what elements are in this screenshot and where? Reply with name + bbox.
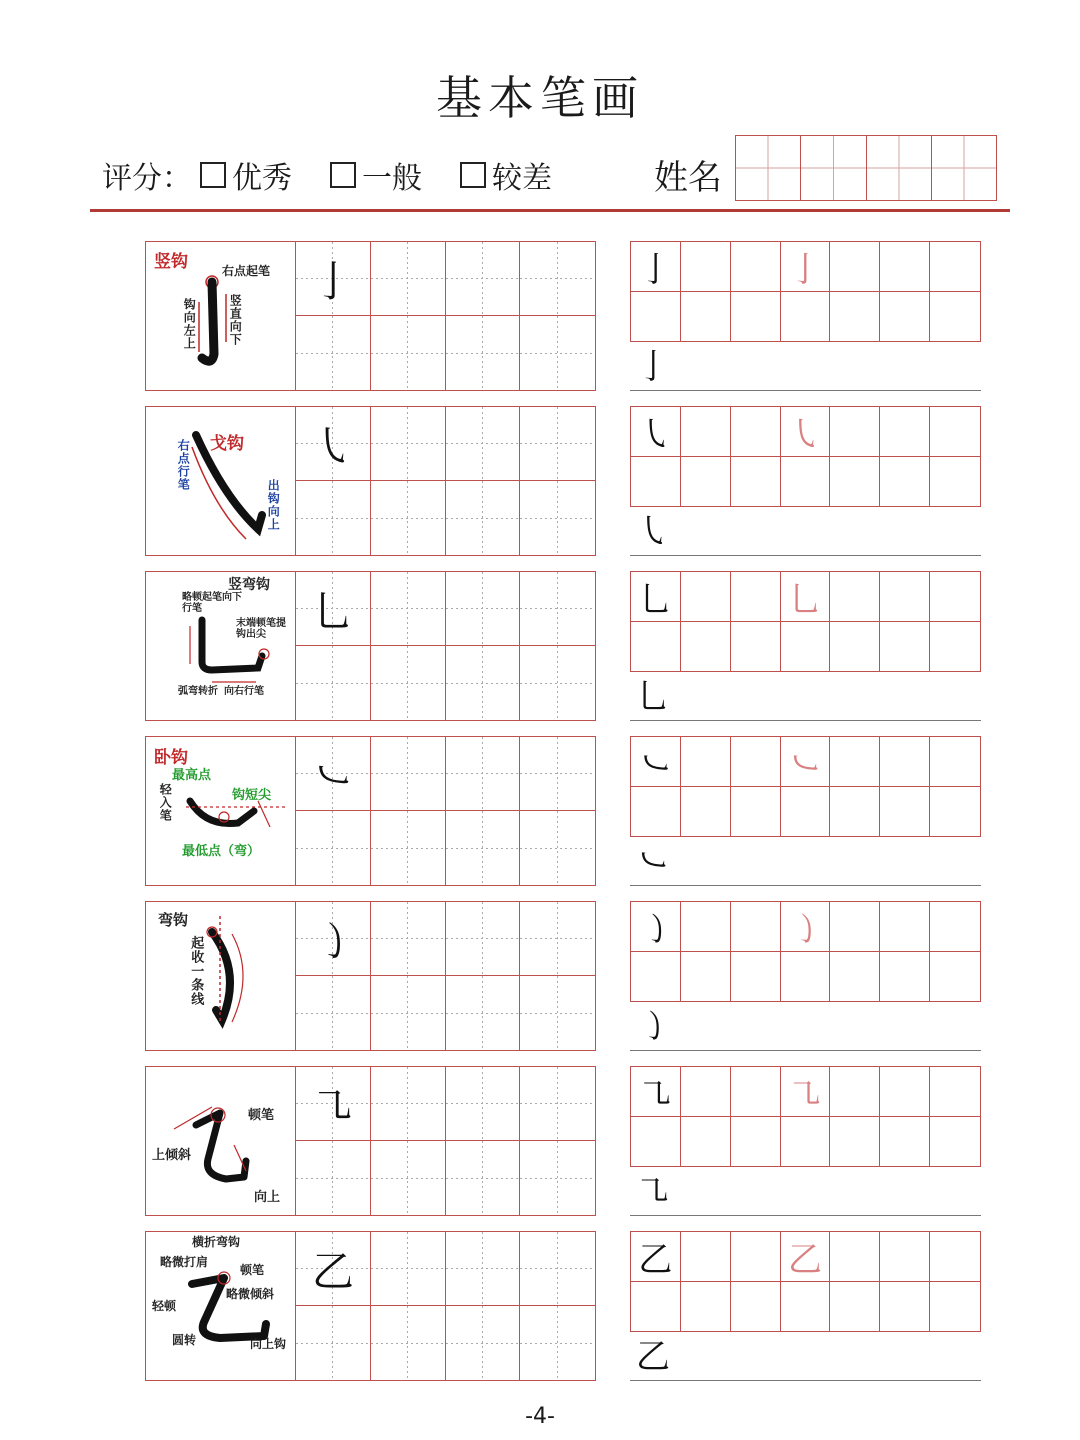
stroke-note: 顿笔: [240, 1263, 265, 1277]
grid-cell[interactable]: [296, 1067, 371, 1141]
grid-cell[interactable]: [880, 902, 930, 952]
stroke-demo: [146, 1232, 296, 1380]
grid-cell[interactable]: [731, 242, 781, 292]
practice-row-7: [145, 1231, 596, 1381]
stroke-note: 轻顿: [152, 1299, 177, 1313]
practice-row-6: [145, 1066, 596, 1216]
grid-cell[interactable]: [731, 952, 781, 1002]
grid-cell[interactable]: [731, 292, 781, 342]
grid-cell[interactable]: [781, 457, 831, 507]
model-stroke: 乚: [638, 579, 673, 620]
copy-line[interactable]: [630, 506, 981, 556]
trace-stroke: ㇃: [787, 744, 822, 785]
grid-cell[interactable]: [930, 242, 980, 292]
name-cell[interactable]: [867, 136, 932, 200]
grid-cell[interactable]: [830, 902, 880, 952]
grid-cell[interactable]: [371, 481, 446, 555]
grid-cell[interactable]: [830, 242, 880, 292]
grid-cell[interactable]: [631, 1282, 681, 1332]
grid-cell[interactable]: [631, 1067, 681, 1117]
stroke-note: 出钩向上: [266, 479, 281, 531]
score-checkbox-excellent[interactable]: [200, 162, 226, 188]
tian-grid: [296, 572, 595, 720]
grid-cell[interactable]: [681, 1282, 731, 1332]
grid-cell[interactable]: [930, 1067, 980, 1117]
trace-stroke: ㇈: [787, 1074, 822, 1115]
trace-stroke: 乚: [787, 579, 822, 620]
stroke-note: 略顿起笔向下行笔: [182, 592, 242, 614]
model-stroke: ㇂: [636, 512, 670, 552]
model-stroke: ㇃: [311, 751, 354, 801]
tian-grid: [296, 1067, 595, 1215]
grid-cell[interactable]: [371, 1141, 446, 1215]
grid-cell[interactable]: [371, 1232, 446, 1306]
stroke-note: 略微倾斜: [226, 1287, 275, 1301]
grid-cell[interactable]: [371, 737, 446, 811]
trace-stroke: ㇁: [787, 909, 822, 950]
grid-cell[interactable]: [880, 1232, 930, 1282]
model-stroke: ㇁: [638, 909, 673, 950]
grid-cell[interactable]: [830, 787, 880, 837]
grid-cell[interactable]: [781, 787, 831, 837]
grid-cell[interactable]: [371, 1067, 446, 1141]
grid-cell[interactable]: [631, 737, 681, 787]
score-option-label: 一般: [362, 161, 422, 196]
grid-cell[interactable]: [296, 316, 371, 390]
stroke-note: 弧弯转折: [178, 686, 218, 697]
copy-line[interactable]: [630, 1166, 981, 1216]
grid-cell[interactable]: [446, 976, 521, 1050]
grid-cell[interactable]: [830, 1117, 880, 1167]
practice-grid-right-4: [630, 736, 981, 837]
stroke-note: 钩短尖: [232, 788, 272, 803]
model-stroke: ㇂: [311, 421, 354, 471]
grid-cell[interactable]: [880, 292, 930, 342]
grid-cell[interactable]: [296, 572, 371, 646]
practice-grid-right-2: [630, 406, 981, 507]
grid-cell[interactable]: [446, 902, 521, 976]
grid-cell[interactable]: [781, 952, 831, 1002]
practice-row-5: [145, 901, 596, 1051]
grid-cell[interactable]: [296, 902, 371, 976]
practice-row-3: [145, 571, 596, 721]
grid-cell[interactable]: [731, 457, 781, 507]
stroke-note: 钩向左上: [182, 298, 197, 350]
stroke-note: 最低点（弯）: [182, 844, 261, 859]
model-stroke: 亅: [311, 256, 354, 306]
grid-cell[interactable]: [681, 572, 731, 622]
stroke-note: 最高点: [172, 768, 212, 783]
grid-cell[interactable]: [731, 1117, 781, 1167]
grid-cell[interactable]: [371, 646, 446, 720]
stroke-note: 上倾斜: [152, 1148, 192, 1163]
score-option-label: 较差: [492, 161, 552, 196]
grid-cell[interactable]: [520, 1232, 595, 1306]
stroke-note: 竖直向下: [228, 294, 243, 346]
score-row: [102, 150, 590, 200]
practice-row-2: [145, 406, 596, 556]
stroke-demo: [146, 1067, 296, 1215]
model-stroke: 乙: [311, 1246, 354, 1296]
grid-cell[interactable]: [631, 457, 681, 507]
stroke-diagram: [146, 902, 296, 1052]
grid-cell[interactable]: [830, 1282, 880, 1332]
stroke-note: 向右行笔: [224, 686, 264, 697]
grid-cell[interactable]: [781, 407, 831, 457]
practice-grid-right-6: [630, 1066, 981, 1167]
practice-row-1: [145, 241, 596, 391]
grid-cell[interactable]: [446, 646, 521, 720]
practice-grid-right-7: [630, 1231, 981, 1332]
model-stroke: 乚: [311, 586, 354, 636]
grid-cell[interactable]: [681, 1232, 731, 1282]
grid-cell[interactable]: [830, 1232, 880, 1282]
stroke-name: 弯钩: [158, 911, 189, 929]
grid-cell[interactable]: [446, 407, 521, 481]
grid-cell[interactable]: [371, 811, 446, 885]
stroke-name: 竖弯钩: [228, 577, 270, 593]
grid-cell[interactable]: [830, 407, 880, 457]
header-divider: [90, 209, 1010, 212]
stroke-note: 末端顿笔提钩出尖: [236, 618, 286, 640]
grid-cell[interactable]: [880, 1117, 930, 1167]
grid-cell[interactable]: [520, 572, 595, 646]
practice-row-4: [145, 736, 596, 886]
grid-cell[interactable]: [446, 1232, 521, 1306]
grid-cell[interactable]: [681, 952, 731, 1002]
grid-cell[interactable]: [520, 737, 595, 811]
trace-stroke: ㇂: [787, 414, 822, 455]
grid-cell[interactable]: [830, 457, 880, 507]
name-cell[interactable]: [736, 136, 801, 200]
grid-cell[interactable]: [930, 407, 980, 457]
grid-cell[interactable]: [830, 622, 880, 672]
grid-cell[interactable]: [731, 1232, 781, 1282]
model-stroke: ㇂: [638, 414, 673, 455]
grid-cell[interactable]: [631, 292, 681, 342]
grid-cell[interactable]: [681, 787, 731, 837]
grid-cell[interactable]: [731, 902, 781, 952]
grid-cell[interactable]: [830, 952, 880, 1002]
grid-cell[interactable]: [930, 1117, 980, 1167]
grid-cell[interactable]: [930, 622, 980, 672]
stroke-note: 向上钩: [250, 1337, 287, 1351]
grid-cell[interactable]: [446, 1306, 521, 1380]
stroke-note: 起收一条线: [188, 936, 204, 1006]
grid-cell[interactable]: [371, 976, 446, 1050]
grid-cell[interactable]: [880, 572, 930, 622]
grid-cell[interactable]: [930, 572, 980, 622]
model-stroke: 乙: [638, 1239, 673, 1280]
score-option-average[interactable]: [330, 153, 422, 197]
score-checkbox-average[interactable]: [330, 162, 356, 188]
model-stroke: ㇈: [638, 1074, 673, 1115]
grid-cell[interactable]: [781, 572, 831, 622]
grid-cell[interactable]: [830, 1067, 880, 1117]
stroke-note: 顿笔: [248, 1108, 275, 1123]
grid-cell[interactable]: [520, 811, 595, 885]
grid-cell[interactable]: [446, 572, 521, 646]
grid-cell[interactable]: [631, 242, 681, 292]
grid-cell[interactable]: [681, 737, 731, 787]
grid-cell[interactable]: [296, 976, 371, 1050]
grid-cell[interactable]: [631, 572, 681, 622]
model-stroke: 亅: [636, 347, 670, 387]
stroke-diagram: [146, 242, 296, 392]
grid-cell[interactable]: [731, 1282, 781, 1332]
score-option-excellent[interactable]: [200, 153, 292, 197]
model-stroke: 乚: [636, 677, 670, 717]
grid-cell[interactable]: [446, 242, 521, 316]
grid-cell[interactable]: [520, 481, 595, 555]
grid-cell[interactable]: [880, 787, 930, 837]
stroke-note: 轻入笔: [158, 783, 173, 822]
stroke-name: 横折弯钩: [192, 1235, 241, 1249]
grid-cell[interactable]: [781, 1232, 831, 1282]
grid-cell[interactable]: [681, 1117, 731, 1167]
grid-cell[interactable]: [296, 1141, 371, 1215]
grid-cell[interactable]: [631, 902, 681, 952]
grid-cell[interactable]: [446, 1067, 521, 1141]
score-checkbox-poor[interactable]: [460, 162, 486, 188]
grid-cell[interactable]: [830, 292, 880, 342]
grid-cell[interactable]: [520, 1141, 595, 1215]
page-title: 基本笔画: [436, 71, 644, 125]
name-label: 姓名: [654, 158, 722, 198]
grid-cell[interactable]: [296, 242, 371, 316]
grid-cell[interactable]: [880, 407, 930, 457]
grid-cell[interactable]: [880, 1282, 930, 1332]
stroke-demo: [146, 242, 296, 390]
model-stroke: ㇈: [636, 1172, 670, 1212]
grid-cell[interactable]: [930, 787, 980, 837]
copy-line[interactable]: [630, 836, 981, 886]
grid-cell[interactable]: [781, 292, 831, 342]
model-stroke: ㇃: [638, 744, 673, 785]
grid-cell[interactable]: [880, 622, 930, 672]
grid-cell[interactable]: [520, 316, 595, 390]
grid-cell[interactable]: [371, 572, 446, 646]
tian-grid: [296, 737, 595, 885]
grid-cell[interactable]: [930, 292, 980, 342]
grid-cell[interactable]: [930, 1282, 980, 1332]
score-label: 评分：: [102, 161, 192, 196]
grid-cell[interactable]: [880, 242, 930, 292]
tian-grid: [296, 1232, 595, 1380]
grid-cell[interactable]: [520, 242, 595, 316]
grid-cell[interactable]: [631, 952, 681, 1002]
name-cell[interactable]: [801, 136, 866, 200]
stroke-demo: [146, 737, 296, 885]
grid-cell[interactable]: [681, 292, 731, 342]
trace-stroke: 亅: [787, 249, 822, 290]
grid-cell[interactable]: [880, 737, 930, 787]
tian-grid: [296, 407, 595, 555]
grid-cell[interactable]: [830, 572, 880, 622]
grid-cell[interactable]: [631, 1232, 681, 1282]
page-number: -4-: [525, 1404, 555, 1429]
score-option-poor[interactable]: [460, 153, 552, 197]
grid-cell[interactable]: [681, 622, 731, 672]
practice-grid-right-3: [630, 571, 981, 672]
grid-cell[interactable]: [930, 902, 980, 952]
grid-cell[interactable]: [731, 737, 781, 787]
grid-cell[interactable]: [781, 622, 831, 672]
grid-cell[interactable]: [781, 737, 831, 787]
score-option-label: 优秀: [232, 161, 292, 196]
grid-cell[interactable]: [520, 976, 595, 1050]
model-stroke: ㇁: [636, 1007, 670, 1047]
copy-line[interactable]: [630, 671, 981, 721]
stroke-note: 右点行笔: [176, 439, 191, 491]
grid-cell[interactable]: [296, 646, 371, 720]
grid-cell[interactable]: [781, 902, 831, 952]
grid-cell[interactable]: [731, 787, 781, 837]
model-stroke: ㇃: [636, 842, 670, 882]
stroke-note: 圆转: [172, 1333, 197, 1347]
grid-cell[interactable]: [681, 1067, 731, 1117]
grid-cell[interactable]: [830, 737, 880, 787]
grid-cell[interactable]: [296, 481, 371, 555]
grid-cell[interactable]: [930, 1232, 980, 1282]
grid-cell[interactable]: [731, 407, 781, 457]
grid-cell[interactable]: [520, 1067, 595, 1141]
grid-cell[interactable]: [296, 737, 371, 811]
stroke-name: 戈钩: [210, 434, 244, 454]
stroke-note: 右点起笔: [222, 264, 271, 278]
grid-cell[interactable]: [631, 407, 681, 457]
grid-cell[interactable]: [880, 1067, 930, 1117]
grid-cell[interactable]: [520, 1306, 595, 1380]
tian-grid: [296, 902, 595, 1050]
stroke-name: 竖钩: [154, 252, 188, 272]
stroke-demo: [146, 407, 296, 555]
grid-cell[interactable]: [631, 1117, 681, 1167]
grid-cell[interactable]: [781, 242, 831, 292]
grid-cell[interactable]: [446, 1141, 521, 1215]
grid-cell[interactable]: [681, 242, 731, 292]
grid-cell[interactable]: [446, 481, 521, 555]
grid-cell[interactable]: [930, 457, 980, 507]
copy-line[interactable]: [630, 1001, 981, 1051]
grid-cell[interactable]: [296, 1232, 371, 1306]
stroke-note: 向上: [254, 1190, 281, 1205]
grid-cell[interactable]: [631, 787, 681, 837]
grid-cell[interactable]: [446, 811, 521, 885]
grid-cell[interactable]: [296, 1306, 371, 1380]
grid-cell[interactable]: [731, 622, 781, 672]
grid-cell[interactable]: [371, 316, 446, 390]
grid-cell[interactable]: [520, 902, 595, 976]
grid-cell[interactable]: [781, 1282, 831, 1332]
stroke-name: 卧钩: [154, 748, 188, 768]
grid-cell[interactable]: [371, 242, 446, 316]
tian-grid: [296, 242, 595, 390]
practice-grid-right-1: [630, 241, 981, 342]
grid-cell[interactable]: [681, 407, 731, 457]
grid-cell[interactable]: [371, 407, 446, 481]
grid-cell[interactable]: [681, 902, 731, 952]
grid-cell[interactable]: [446, 737, 521, 811]
practice-grid-right-5: [630, 901, 981, 1002]
grid-cell[interactable]: [930, 737, 980, 787]
grid-cell[interactable]: [371, 1306, 446, 1380]
grid-cell[interactable]: [681, 457, 731, 507]
grid-cell[interactable]: [296, 811, 371, 885]
grid-cell[interactable]: [296, 407, 371, 481]
copy-line[interactable]: [630, 341, 981, 391]
model-stroke: 乙: [636, 1337, 670, 1377]
grid-cell[interactable]: [631, 622, 681, 672]
grid-cell[interactable]: [781, 1117, 831, 1167]
stroke-note: 略微打肩: [160, 1255, 209, 1269]
grid-cell[interactable]: [731, 1067, 781, 1117]
grid-cell[interactable]: [880, 457, 930, 507]
grid-cell[interactable]: [520, 646, 595, 720]
trace-stroke: 乙: [787, 1239, 822, 1280]
stroke-demo: [146, 902, 296, 1050]
grid-cell[interactable]: [520, 407, 595, 481]
name-field[interactable]: [735, 135, 997, 201]
model-stroke: 亅: [638, 249, 673, 290]
name-cell[interactable]: [932, 136, 996, 200]
grid-cell[interactable]: [781, 1067, 831, 1117]
grid-cell[interactable]: [446, 316, 521, 390]
grid-cell[interactable]: [731, 572, 781, 622]
copy-line[interactable]: [630, 1331, 981, 1381]
stroke-demo: [146, 572, 296, 720]
grid-cell[interactable]: [371, 902, 446, 976]
grid-cell[interactable]: [880, 952, 930, 1002]
model-stroke: ㇁: [311, 916, 354, 966]
grid-cell[interactable]: [930, 952, 980, 1002]
model-stroke: ㇈: [311, 1081, 354, 1131]
